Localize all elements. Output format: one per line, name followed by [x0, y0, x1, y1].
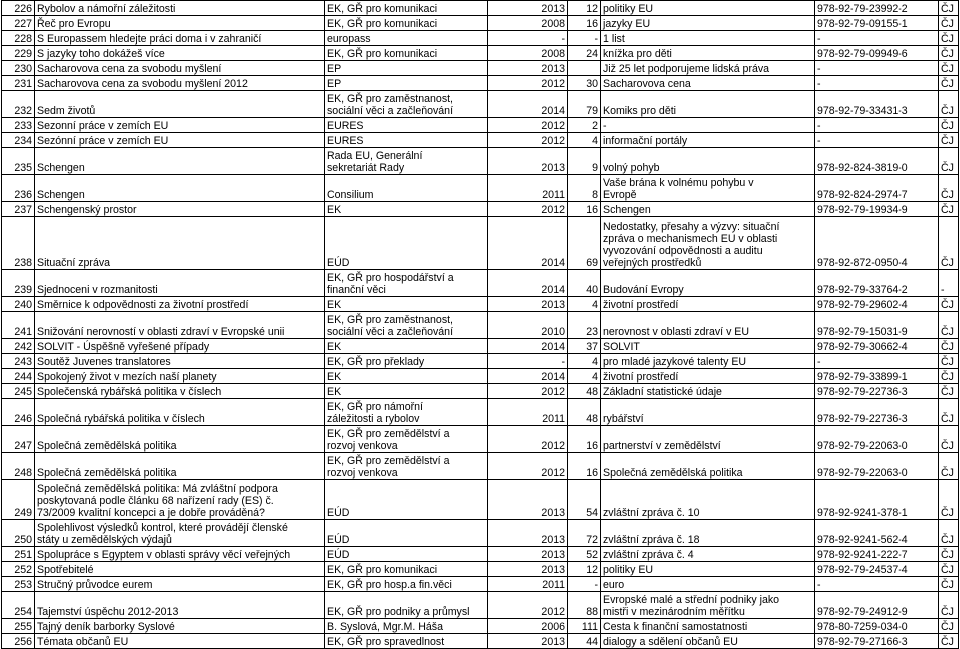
row-number: 254	[2, 592, 35, 619]
year-cell: 2013	[488, 520, 568, 547]
language-cell: ČJ	[939, 76, 959, 91]
publisher-cell: Rada EU, Generální sekretariát Rady	[325, 148, 488, 175]
publisher-cell: EÚD	[325, 217, 488, 270]
year-cell: 2012	[488, 133, 568, 148]
table-row	[2, 76, 959, 91]
table-row	[2, 118, 959, 133]
publisher-cell: EK, GŘ pro komunikaci	[325, 1, 488, 16]
row-number: 237	[2, 202, 35, 217]
row-number: 228	[2, 31, 35, 46]
table-row	[2, 354, 959, 369]
row-number: 230	[2, 61, 35, 76]
language-cell: ČJ	[939, 547, 959, 562]
publisher-cell: B. Syslová, Mgr.M. Háša	[325, 619, 488, 634]
isbn-cell: -	[815, 76, 939, 91]
description-cell: Sacharovova cena	[601, 76, 815, 91]
language-cell: ČJ	[939, 577, 959, 592]
year-cell: 2011	[488, 577, 568, 592]
pages-cell: 9	[568, 148, 601, 175]
description-cell: Cesta k finanční samostatnosti	[601, 619, 815, 634]
publisher-cell: EP	[325, 61, 488, 76]
isbn-cell: 978-92-9241-562-4	[815, 520, 939, 547]
description-cell: volný pohyb	[601, 148, 815, 175]
language-cell: ČJ	[939, 592, 959, 619]
title-cell: Soutěž Juvenes translatores	[35, 354, 325, 369]
table-row	[2, 270, 959, 297]
table-row	[2, 16, 959, 31]
pages-cell: 23	[568, 312, 601, 339]
language-cell: -	[939, 270, 959, 297]
isbn-cell: 978-92-79-24912-9	[815, 592, 939, 619]
isbn-cell: 978-80-7259-034-0	[815, 619, 939, 634]
language-cell: ČJ	[939, 520, 959, 547]
pages-cell: 16	[568, 453, 601, 480]
table-row	[2, 634, 959, 649]
year-cell: 2012	[488, 202, 568, 217]
row-number: 229	[2, 46, 35, 61]
row-number: 232	[2, 91, 35, 118]
table-row	[2, 217, 959, 270]
year-cell: 2013	[488, 297, 568, 312]
pages-cell	[568, 61, 601, 76]
year-cell: 2013	[488, 1, 568, 16]
row-number: 240	[2, 297, 35, 312]
language-cell: ČJ	[939, 354, 959, 369]
row-number: 241	[2, 312, 35, 339]
description-cell: Základní statistické údaje	[601, 384, 815, 399]
title-cell: Spolupráce s Egyptem v oblasti správy věcí veřejných	[35, 547, 325, 562]
table-row	[2, 399, 959, 426]
table-row	[2, 31, 959, 46]
isbn-cell: 978-92-79-29602-4	[815, 297, 939, 312]
year-cell: 2006	[488, 619, 568, 634]
table-row	[2, 175, 959, 202]
publisher-cell: EK, GŘ pro překlady	[325, 354, 488, 369]
publisher-cell: EK, GŘ pro zemědělství a rozvoj venkova	[325, 453, 488, 480]
isbn-cell: 978-92-79-33899-1	[815, 369, 939, 384]
description-cell: 1 list	[601, 31, 815, 46]
pages-cell: 69	[568, 217, 601, 270]
title-cell: Témata občanů EU	[35, 634, 325, 649]
table-row	[2, 312, 959, 339]
language-cell: ČJ	[939, 619, 959, 634]
description-cell: Vaše brána k volnému pohybu v Evropě	[601, 175, 815, 202]
row-number: 235	[2, 148, 35, 175]
title-cell: Sacharovova cena za svobodu myšlení	[35, 61, 325, 76]
description-cell: zvláštní zpráva č. 10	[601, 480, 815, 520]
pages-cell: 4	[568, 133, 601, 148]
isbn-cell: 978-92-79-22736-3	[815, 399, 939, 426]
description-cell: informační portály	[601, 133, 815, 148]
pages-cell: 4	[568, 369, 601, 384]
title-cell: Spolehlivost výsledků kontrol, které provádějí členské státy u zemědělských výdajů	[35, 520, 325, 547]
isbn-cell: 978-92-824-2974-7	[815, 175, 939, 202]
description-cell: Již 25 let podporujeme lidská práva	[601, 61, 815, 76]
publisher-cell: EÚD	[325, 480, 488, 520]
description-cell: životní prostředí	[601, 369, 815, 384]
isbn-cell: -	[815, 577, 939, 592]
title-cell: S jazyky toho dokážeš více	[35, 46, 325, 61]
isbn-cell: -	[815, 31, 939, 46]
year-cell: 2014	[488, 270, 568, 297]
description-cell: Nedostatky, přesahy a výzvy: situační zpráva o mechanismech EU v oblasti vyvozování odpovědnosti a auditu veřejných prostředků	[601, 217, 815, 270]
year-cell: -	[488, 31, 568, 46]
language-cell: ČJ	[939, 46, 959, 61]
isbn-cell: 978-92-79-22736-3	[815, 384, 939, 399]
isbn-cell: 978-92-79-15031-9	[815, 312, 939, 339]
language-cell: ČJ	[939, 384, 959, 399]
table-row	[2, 520, 959, 547]
pages-cell: 24	[568, 46, 601, 61]
row-number: 226	[2, 1, 35, 16]
pages-cell: 8	[568, 175, 601, 202]
description-cell: -	[601, 118, 815, 133]
table-row	[2, 369, 959, 384]
description-cell: euro	[601, 577, 815, 592]
description-cell: Schengen	[601, 202, 815, 217]
language-cell: ČJ	[939, 339, 959, 354]
row-number: 251	[2, 547, 35, 562]
publisher-cell: EK, GŘ pro zemědělství a rozvoj venkova	[325, 426, 488, 453]
title-cell: Společná zemědělská politika	[35, 453, 325, 480]
pages-cell: 72	[568, 520, 601, 547]
year-cell: 2013	[488, 634, 568, 649]
year-cell: 2012	[488, 118, 568, 133]
pages-cell: 12	[568, 562, 601, 577]
isbn-cell: 978-92-79-22063-0	[815, 426, 939, 453]
publisher-cell: EK, GŘ pro spravedlnost	[325, 634, 488, 649]
pages-cell: 48	[568, 399, 601, 426]
publisher-cell: EK, GŘ pro hospodářství a finanční věci	[325, 270, 488, 297]
title-cell: Řeč pro Evropu	[35, 16, 325, 31]
description-cell: politiky EU	[601, 562, 815, 577]
description-cell: pro mladé jazykové talenty EU	[601, 354, 815, 369]
title-cell: Společná zemědělská politika	[35, 426, 325, 453]
pages-cell: 88	[568, 592, 601, 619]
language-cell: ČJ	[939, 480, 959, 520]
isbn-cell: 978-92-824-3819-0	[815, 148, 939, 175]
publisher-cell: EK, GŘ pro podniky a průmysl	[325, 592, 488, 619]
row-number: 249	[2, 480, 35, 520]
isbn-cell: -	[815, 61, 939, 76]
pages-cell: 16	[568, 16, 601, 31]
year-cell: 2012	[488, 76, 568, 91]
pages-cell: 40	[568, 270, 601, 297]
publisher-cell: EK, GŘ pro hosp.a fin.věci	[325, 577, 488, 592]
title-cell: Tajemství úspěchu 2012-2013	[35, 592, 325, 619]
title-cell: Rybolov a námořní záležitosti	[35, 1, 325, 16]
row-number: 233	[2, 118, 35, 133]
language-cell: ČJ	[939, 562, 959, 577]
year-cell: 2012	[488, 426, 568, 453]
description-cell: SOLVIT	[601, 339, 815, 354]
isbn-cell: 978-92-79-23992-2	[815, 1, 939, 16]
year-cell: -	[488, 354, 568, 369]
description-cell: zvláštní zpráva č. 4	[601, 547, 815, 562]
title-cell: Snižování nerovností v oblasti zdraví v Evropské unii	[35, 312, 325, 339]
description-cell: rybářství	[601, 399, 815, 426]
table-row	[2, 297, 959, 312]
table-row	[2, 480, 959, 520]
publisher-cell: europass	[325, 31, 488, 46]
description-cell: životní prostředí	[601, 297, 815, 312]
year-cell: 2014	[488, 369, 568, 384]
isbn-cell: -	[815, 118, 939, 133]
pages-cell: 44	[568, 634, 601, 649]
table-row	[2, 619, 959, 634]
publisher-cell: EK	[325, 384, 488, 399]
description-cell: partnerství v zemědělství	[601, 426, 815, 453]
isbn-cell: 978-92-9241-378-1	[815, 480, 939, 520]
title-cell: Situační zpráva	[35, 217, 325, 270]
pages-cell: 52	[568, 547, 601, 562]
publisher-cell: EK	[325, 369, 488, 384]
language-cell: ČJ	[939, 1, 959, 16]
publisher-cell: EK	[325, 297, 488, 312]
row-number: 244	[2, 369, 35, 384]
title-cell: Společná rybářská politika v číslech	[35, 399, 325, 426]
title-cell: SOLVIT - Úspěšně vyřešené případy	[35, 339, 325, 354]
isbn-cell: -	[815, 354, 939, 369]
publisher-cell: EK	[325, 202, 488, 217]
year-cell: 2013	[488, 480, 568, 520]
description-cell: Evropské malé a střední podniky jako mistři v mezinárodním měřítku	[601, 592, 815, 619]
isbn-cell: 978-92-79-19934-9	[815, 202, 939, 217]
table-row	[2, 133, 959, 148]
table-row	[2, 547, 959, 562]
description-cell: Komiks pro děti	[601, 91, 815, 118]
pages-cell: 4	[568, 354, 601, 369]
isbn-cell: 978-92-79-30662-4	[815, 339, 939, 354]
table-row	[2, 91, 959, 118]
title-cell: Schengen	[35, 148, 325, 175]
row-number: 256	[2, 634, 35, 649]
language-cell: ČJ	[939, 61, 959, 76]
table-row	[2, 1, 959, 16]
publisher-cell: EÚD	[325, 520, 488, 547]
table-row	[2, 426, 959, 453]
row-number: 245	[2, 384, 35, 399]
isbn-cell: 978-92-79-09949-6	[815, 46, 939, 61]
isbn-cell: 978-92-872-0950-4	[815, 217, 939, 270]
publisher-cell: EÚD	[325, 547, 488, 562]
language-cell: ČJ	[939, 453, 959, 480]
description-cell: Společná zemědělská politika	[601, 453, 815, 480]
year-cell: 2013	[488, 61, 568, 76]
language-cell: ČJ	[939, 91, 959, 118]
publisher-cell: EK, GŘ pro komunikaci	[325, 46, 488, 61]
language-cell: ČJ	[939, 133, 959, 148]
publisher-cell: EK, GŘ pro zaměstnanost, sociální věci a začleňování	[325, 91, 488, 118]
pages-cell: 54	[568, 480, 601, 520]
publisher-cell: EK, GŘ pro komunikaci	[325, 562, 488, 577]
title-cell: Stručný průvodce eurem	[35, 577, 325, 592]
publisher-cell: EK, GŘ pro komunikaci	[325, 16, 488, 31]
row-number: 252	[2, 562, 35, 577]
row-number: 236	[2, 175, 35, 202]
pages-cell: 79	[568, 91, 601, 118]
row-number: 238	[2, 217, 35, 270]
year-cell: 2008	[488, 16, 568, 31]
title-cell: S Europassem hledejte práci doma i v zahraničí	[35, 31, 325, 46]
table-body	[2, 1, 959, 649]
title-cell: Schengenský prostor	[35, 202, 325, 217]
title-cell: Sedm životů	[35, 91, 325, 118]
year-cell: 2013	[488, 562, 568, 577]
row-number: 234	[2, 133, 35, 148]
isbn-cell: 978-92-79-27166-3	[815, 634, 939, 649]
row-number: 253	[2, 577, 35, 592]
isbn-cell: -	[815, 133, 939, 148]
isbn-cell: 978-92-79-22063-0	[815, 453, 939, 480]
table-row	[2, 202, 959, 217]
table-row	[2, 148, 959, 175]
description-cell: Budování Evropy	[601, 270, 815, 297]
language-cell: ČJ	[939, 426, 959, 453]
language-cell: ČJ	[939, 31, 959, 46]
language-cell: ČJ	[939, 312, 959, 339]
description-cell: politiky EU	[601, 1, 815, 16]
table-row	[2, 384, 959, 399]
pages-cell: 16	[568, 426, 601, 453]
table-row	[2, 592, 959, 619]
row-number: 231	[2, 76, 35, 91]
row-number: 227	[2, 16, 35, 31]
publications-table	[1, 0, 959, 649]
title-cell: Sacharovova cena za svobodu myšlení 2012	[35, 76, 325, 91]
title-cell: Sezónní práce v zemích EU	[35, 133, 325, 148]
pages-cell: 16	[568, 202, 601, 217]
title-cell: Společenská rybářská politika v číslech	[35, 384, 325, 399]
year-cell: 2010	[488, 312, 568, 339]
title-cell: Směrnice k odpovědnosti za životní prostředí	[35, 297, 325, 312]
title-cell: Tajný deník barborky Syslové	[35, 619, 325, 634]
title-cell: Spotřebitelé	[35, 562, 325, 577]
table-row	[2, 577, 959, 592]
isbn-cell: 978-92-79-33431-3	[815, 91, 939, 118]
pages-cell: 37	[568, 339, 601, 354]
publisher-cell: EK, GŘ pro námořní záležitosti a rybolov	[325, 399, 488, 426]
row-number: 248	[2, 453, 35, 480]
pages-cell: 30	[568, 76, 601, 91]
table-row	[2, 339, 959, 354]
language-cell: ČJ	[939, 369, 959, 384]
row-number: 246	[2, 399, 35, 426]
language-cell: ČJ	[939, 399, 959, 426]
description-cell: dialogy a sdělení občanů EU	[601, 634, 815, 649]
pages-cell: -	[568, 31, 601, 46]
year-cell: 2012	[488, 592, 568, 619]
year-cell: 2011	[488, 399, 568, 426]
title-cell: Společná zemědělská politika: Má zvláštní podpora poskytovaná podle článku 68 nařízení rady (ES) č. 73/2009 kvalitní koncepci a je dobře prováděná?	[35, 480, 325, 520]
year-cell: 2013	[488, 148, 568, 175]
title-cell: Sjednoceni v rozmanitosti	[35, 270, 325, 297]
table-row	[2, 61, 959, 76]
description-cell: nerovnost v oblasti zdraví v EU	[601, 312, 815, 339]
language-cell: ČJ	[939, 118, 959, 133]
isbn-cell: 978-92-79-33764-2	[815, 270, 939, 297]
language-cell: ČJ	[939, 202, 959, 217]
language-cell: ČJ	[939, 217, 959, 270]
isbn-cell: 978-92-79-24537-4	[815, 562, 939, 577]
table-row	[2, 46, 959, 61]
isbn-cell: 978-92-79-09155-1	[815, 16, 939, 31]
table-row	[2, 562, 959, 577]
publisher-cell: EK, GŘ pro zaměstnanost, sociální věci a začleňování	[325, 312, 488, 339]
pages-cell: 12	[568, 1, 601, 16]
row-number: 250	[2, 520, 35, 547]
language-cell: ČJ	[939, 148, 959, 175]
pages-cell: -	[568, 577, 601, 592]
description-cell: jazyky EU	[601, 16, 815, 31]
description-cell: zvláštní zpráva č. 18	[601, 520, 815, 547]
row-number: 243	[2, 354, 35, 369]
title-cell: Spokojený život v mezích naší planety	[35, 369, 325, 384]
row-number: 242	[2, 339, 35, 354]
table-row	[2, 453, 959, 480]
isbn-cell: 978-92-9241-222-7	[815, 547, 939, 562]
title-cell: Sezonní práce v zemích EU	[35, 118, 325, 133]
pages-cell: 111	[568, 619, 601, 634]
row-number: 239	[2, 270, 35, 297]
row-number: 247	[2, 426, 35, 453]
language-cell: ČJ	[939, 16, 959, 31]
pages-cell: 48	[568, 384, 601, 399]
language-cell: ČJ	[939, 297, 959, 312]
row-number: 255	[2, 619, 35, 634]
title-cell: Schengen	[35, 175, 325, 202]
year-cell: 2013	[488, 547, 568, 562]
year-cell: 2008	[488, 46, 568, 61]
publisher-cell: Consilium	[325, 175, 488, 202]
publisher-cell: EK	[325, 339, 488, 354]
publisher-cell: EURES	[325, 118, 488, 133]
year-cell: 2012	[488, 384, 568, 399]
pages-cell: 4	[568, 297, 601, 312]
pages-cell: 2	[568, 118, 601, 133]
year-cell: 2014	[488, 91, 568, 118]
year-cell: 2014	[488, 217, 568, 270]
description-cell: knížka pro děti	[601, 46, 815, 61]
year-cell: 2012	[488, 453, 568, 480]
publisher-cell: EP	[325, 76, 488, 91]
language-cell: ČJ	[939, 175, 959, 202]
year-cell: 2014	[488, 339, 568, 354]
year-cell: 2011	[488, 175, 568, 202]
language-cell: ČJ	[939, 634, 959, 649]
publisher-cell: EURES	[325, 133, 488, 148]
